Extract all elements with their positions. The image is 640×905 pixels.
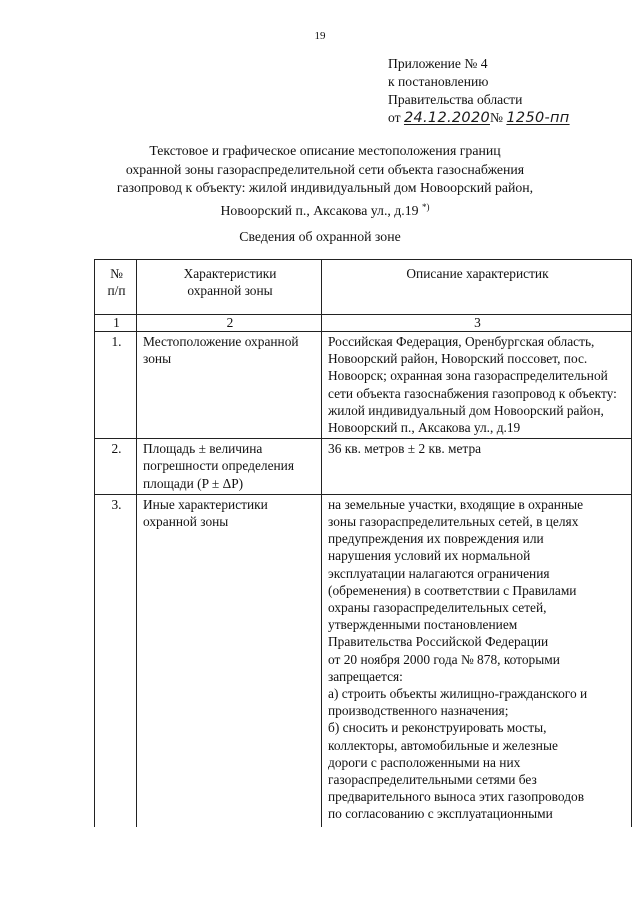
title-line — [60, 198, 590, 221]
description-line: дороги с расположенными на них — [328, 754, 521, 770]
title-line: газопровод к объекту: жилой индивидуальный дом Новоорский район, — [116, 180, 534, 195]
header-char-line: охранной зоны — [187, 283, 273, 299]
description-line: б) сносить и реконструировать мосты, — [328, 720, 547, 736]
row-number: 3. — [95, 494, 137, 827]
number-sign: № — [490, 110, 503, 125]
handwritten-date: 24.12.2020 — [403, 110, 490, 126]
appendix-line: Правительства области — [388, 92, 523, 107]
appendix-line: Приложение № 4 — [388, 56, 488, 71]
description-line: зоны газораспределительных сетей, в целях — [328, 514, 579, 530]
description-line: эксплуатации налагаются ограничения — [328, 565, 550, 581]
row-characteristic: Местоположение охранной зоны — [137, 332, 322, 439]
header-characteristic — [137, 260, 322, 315]
column-number: 2 — [137, 315, 322, 332]
row-characteristic: Площадь ± величина погрешности определения площади (P ± ΔP) — [137, 439, 322, 495]
document-title — [60, 142, 590, 220]
header-description: Описание характеристик — [322, 260, 632, 315]
description-line: по согласованию с эксплуатационными — [328, 806, 553, 822]
page-number: 19 — [314, 30, 326, 42]
description-line: (обременения) в соответствии с Правилами — [328, 582, 577, 598]
description-line: охраны газораспределительных сетей, — [328, 600, 547, 616]
handwritten-number: 1250-пп — [506, 110, 570, 126]
column-number: 3 — [322, 315, 632, 332]
description-line: нарушения условий их нормальной — [328, 548, 531, 564]
description-line: запрещается: — [328, 668, 403, 684]
description-line: на земельные участки, входящие в охранные — [328, 496, 584, 512]
description-line: коллекторы, автомобильные и железные — [328, 737, 558, 753]
description-line: производственного назначения; — [328, 703, 509, 719]
description-line: утвержденными постановлением — [328, 617, 518, 633]
row-characteristic: Иные характеристики охранной зоны — [137, 494, 322, 827]
zone-info-table — [94, 259, 632, 827]
title-line-text: Новоорский п., Аксакова ул., д.19 — [220, 202, 419, 218]
description-line: предварительного выноса этих газопроводов — [328, 789, 585, 805]
appendix-block — [388, 55, 570, 127]
appendix-date-line — [388, 109, 570, 127]
row-description: Российская Федерация, Оренбургская область, Новоорский район, Новорский поссовет, пос. Новоорск; охранная зона газораспределительной сети объекта газоснабжения газопровод к объекту: жилой индивидуальный дом Новоорский район, Новоорский п., Аксакова ул., д.19 — [322, 332, 632, 439]
row-number: 2. — [95, 439, 137, 495]
description-line: от 20 ноября 2000 года № 878, которыми — [328, 651, 560, 667]
table-row — [95, 332, 632, 439]
title-line: охранной зоны газораспределительной сети объекта газоснабжения — [125, 161, 525, 177]
description-line: Правительства Российской Федерации — [328, 634, 549, 650]
row-number: 1. — [95, 332, 137, 439]
header-num-line: № — [110, 266, 123, 281]
table-header-row — [95, 260, 632, 315]
row-description — [322, 494, 632, 827]
header-num-line: п/п — [107, 283, 126, 299]
section-title: Сведения об охранной зоне — [239, 229, 401, 244]
description-line: газораспределительными сетями без — [328, 772, 537, 788]
description-line: а) строить объекты жилищно-гражданского и — [328, 686, 588, 702]
header-char-line: Характеристики — [183, 266, 277, 281]
column-number: 1 — [95, 315, 137, 332]
table-row — [95, 494, 632, 827]
header-num — [95, 260, 137, 315]
column-number-row — [95, 315, 632, 332]
description-line: предупреждения их повреждения или — [328, 531, 544, 547]
title-line: Текстовое и графическое описание местоположения границ — [149, 143, 501, 158]
date-prefix: от — [388, 110, 401, 125]
row-description: 36 кв. метров ± 2 кв. метра — [322, 439, 632, 495]
table-row — [95, 439, 632, 495]
appendix-line: к постановлению — [388, 74, 489, 89]
footnote-mark: *) — [422, 201, 430, 212]
